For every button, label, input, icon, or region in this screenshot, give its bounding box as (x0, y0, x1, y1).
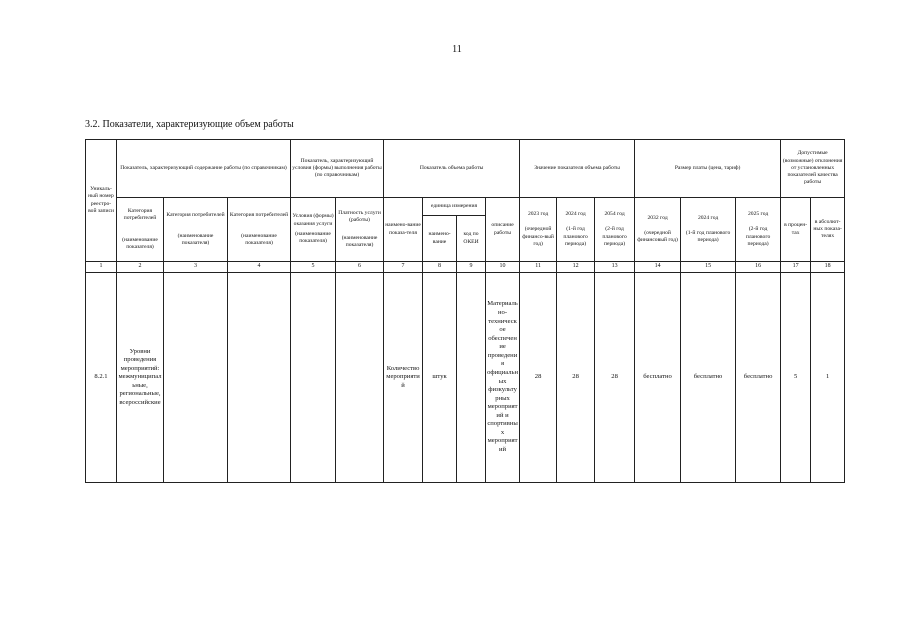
cell-work-description: Материально-техническое обеспечение проведения официальных физкультурных мероприятий и спортивных мероприятий (486, 273, 520, 483)
cell-value-year-3: 28 (595, 273, 635, 483)
cell-price-year-1: бесплатно (635, 273, 681, 483)
column-number-13: 13 (595, 262, 635, 273)
cell-empty-condition-2 (336, 273, 384, 483)
header-conditions-indicator: Показатель, характеризующий условия (формы) выполнения работы (по справочникам) (291, 140, 384, 198)
header-deviation: Допустимые (возможные) отклонения от установленных показателей качества работы (781, 140, 845, 198)
category-1-sublabel: (наименование показателя) (122, 236, 158, 250)
column-number-11: 11 (520, 262, 557, 273)
header-price-year-2 (681, 198, 736, 262)
column-number-6: 6 (336, 262, 384, 273)
category-2-sublabel: (наименование показателя) (177, 232, 214, 247)
value-year-2-sublabel: (1-й год планового периода) (563, 226, 588, 247)
header-category-3 (228, 198, 291, 262)
cell-value-year-1: 28 (520, 273, 557, 483)
volume-indicators-table (85, 139, 845, 483)
column-number-8: 8 (423, 262, 457, 273)
condition-1-sublabel: (наименование показателя) (295, 231, 331, 245)
price-year-2-label: 2024 год (697, 214, 719, 221)
header-price-year-1 (635, 198, 681, 262)
header-indicator-name: наимено-вание показа-теля (384, 198, 423, 262)
column-number-14: 14 (635, 262, 681, 273)
price-year-1-label: 2032 год (647, 214, 668, 221)
column-number-1: 1 (86, 262, 117, 273)
cell-indicator-name: Количество мероприятий (384, 273, 423, 483)
header-deviation-absolute: в абсолют-ных показа-телях (811, 198, 845, 262)
header-category-1 (117, 198, 164, 262)
cell-empty-condition-1 (291, 273, 336, 483)
cell-empty-category-3 (228, 273, 291, 483)
column-number-15: 15 (681, 262, 736, 273)
column-number-4: 4 (228, 262, 291, 273)
column-number-7: 7 (384, 262, 423, 273)
cell-empty-category-2 (164, 273, 228, 483)
category-3-label: Категория потребителей (229, 211, 289, 218)
header-unit-name: наимено-вание (423, 216, 457, 262)
header-unique-number: Уникаль-ный номер реестро-вой записи (86, 140, 117, 262)
table-row (86, 273, 845, 483)
cell-empty-okei (457, 273, 486, 483)
header-work-description: описание работы (486, 198, 520, 262)
header-price: Размер платы (цена, тариф) (635, 140, 781, 198)
column-number-12: 12 (557, 262, 595, 273)
header-price-year-3 (736, 198, 781, 262)
column-number-17: 17 (781, 262, 811, 273)
column-number-3: 3 (164, 262, 228, 273)
column-number-18: 18 (811, 262, 845, 273)
value-year-3-sublabel: (2-й год планового периода) (602, 226, 627, 247)
value-year-1-label: 2023 год (527, 210, 549, 217)
category-1-label: Категория потребителей (123, 207, 157, 222)
price-year-3-label: 2025 год (747, 210, 769, 217)
header-deviation-percent: в процен-тах (781, 198, 811, 262)
price-year-2-sublabel: (1-й год планового периода) (685, 229, 731, 244)
cell-registry-id: 8.2.1 (86, 273, 117, 483)
header-condition-1 (291, 198, 336, 262)
condition-2-label: Платность услуги (работы) (338, 209, 381, 224)
header-value-year-1 (520, 198, 557, 262)
category-2-label: Категория потребителей (166, 211, 225, 218)
column-number-2: 2 (117, 262, 164, 273)
column-number-5: 5 (291, 262, 336, 273)
header-unit-okei: код по ОКЕИ (457, 216, 486, 262)
category-3-sublabel: (наименование показателя) (241, 232, 277, 247)
cell-price-year-2: бесплатно (681, 273, 736, 483)
value-year-2-label: 2024 год (565, 210, 586, 217)
cell-deviation-percent: 5 (781, 273, 811, 483)
condition-2-sublabel: (наименование показателя) (341, 234, 378, 248)
cell-deviation-absolute: 1 (811, 273, 845, 483)
price-year-3-sublabel: (2-й год планового периода) (745, 226, 771, 247)
header-category-2 (164, 198, 228, 262)
cell-unit-name: штук (423, 273, 457, 483)
cell-price-year-3: бесплатно (736, 273, 781, 483)
condition-1-label: Условия (формы) оказания услуги (292, 213, 334, 227)
cell-event-level: Уровни проведения мероприятий: межмуниципальные, региональные, всероссийские (117, 273, 164, 483)
header-volume-indicator: Показатель объема работы (384, 140, 520, 198)
value-year-3-label: 2054 год (604, 210, 625, 217)
header-unit: единица измерения (423, 198, 486, 216)
cell-value-year-2: 28 (557, 273, 595, 483)
header-value-year-3 (595, 198, 635, 262)
column-number-10: 10 (486, 262, 520, 273)
price-year-1-sublabel: (очередной финансовый год) (637, 229, 678, 244)
value-year-1-sublabel: (очередной финансо-вый год) (522, 226, 554, 247)
column-number-9: 9 (457, 262, 486, 273)
header-value-year-2 (557, 198, 595, 262)
section-heading: 3.2. Показатели, характеризующие объем работы (85, 119, 294, 130)
page-number: 11 (452, 44, 462, 55)
header-volume-value: Значение показателя объема работы (520, 140, 635, 198)
column-number-16: 16 (736, 262, 781, 273)
header-content-indicator: Показатель, характеризующий содержание работы (по справочникам) (117, 140, 291, 198)
header-condition-2 (336, 198, 384, 262)
